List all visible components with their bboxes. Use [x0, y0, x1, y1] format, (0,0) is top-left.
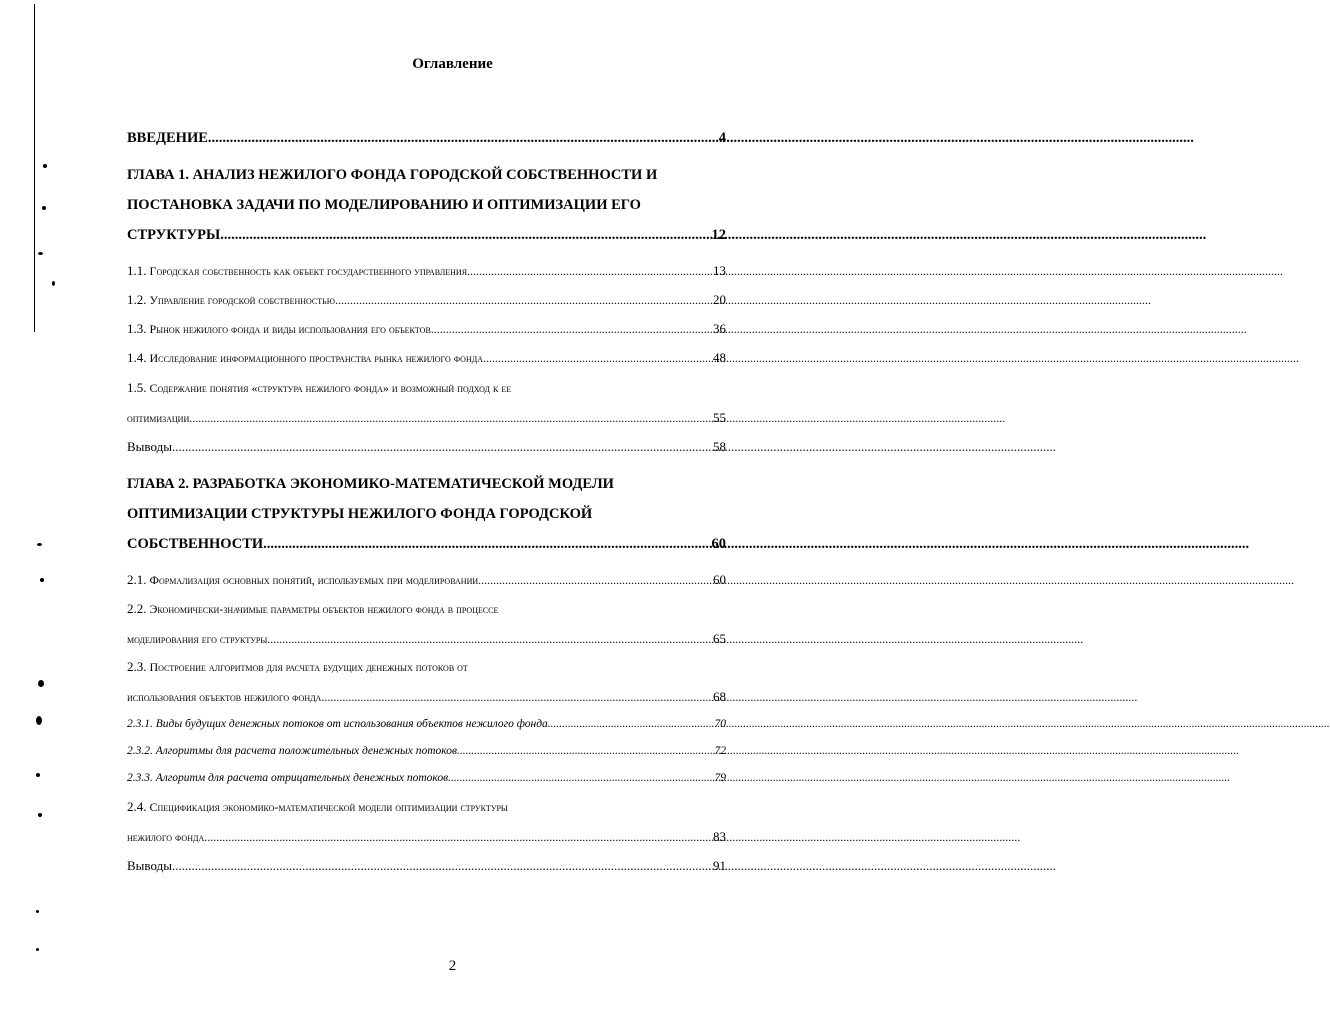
toc-page-number: 68 — [713, 689, 726, 704]
toc-entry-label: Управление городской собственностью — [149, 293, 335, 307]
leader-dots — [478, 573, 712, 588]
toc-entry-label: нежилого фонда — [127, 830, 205, 844]
toc-entry-chapter-1-conclusions[interactable] — [127, 439, 726, 459]
leader-dots — [189, 411, 712, 426]
scan-speck — [38, 680, 44, 687]
toc-entry-1-5-line-1[interactable] — [127, 380, 726, 396]
scan-speck — [37, 543, 42, 546]
leader-dots — [483, 351, 712, 366]
toc-entry-2-3[interactable] — [127, 689, 726, 709]
toc-section-number: 2.1. — [127, 572, 147, 587]
toc-entry-label: Формализация основных понятий, используемых при моделировании — [149, 573, 479, 587]
toc-entry-1-3[interactable] — [127, 321, 726, 341]
scan-speck — [40, 578, 44, 582]
toc-page-number: 70 — [714, 718, 726, 730]
toc-entry-label: ВВЕДЕНИЕ — [127, 130, 208, 146]
leader-dots — [335, 293, 712, 308]
toc-entry-label: использования объектов нежилого фонда — [127, 690, 322, 704]
toc-entry-1-1[interactable] — [127, 263, 726, 283]
toc-page-number: 65 — [713, 631, 726, 646]
toc-page-number: 83 — [713, 829, 726, 844]
toc-page-number: 13 — [713, 263, 726, 278]
toc-section-number: 1.3. — [127, 321, 147, 336]
toc-section-number: 1.5. — [127, 380, 147, 395]
toc-chapter-2-line-2[interactable]: ОПТИМИЗАЦИИ СТРУКТУРЫ НЕЖИЛОГО ФОНДА ГОРОДСКОЙ — [127, 506, 593, 522]
toc-entry-2-4[interactable] — [127, 829, 726, 849]
page-number: 2 — [448, 958, 457, 974]
toc-entry-label: Спецификация экономико-математической модели оптимизации структуры — [149, 800, 508, 814]
scan-speck — [36, 948, 39, 951]
leader-dots — [208, 130, 718, 147]
scan-speck — [43, 164, 47, 168]
leader-dots — [321, 690, 712, 705]
leader-dots — [220, 227, 710, 244]
toc-entry-label: Содержание понятия «структура нежилого фонда» и возможный подход к ее — [149, 381, 512, 395]
toc-entry-chapter-2[interactable] — [127, 536, 726, 556]
toc-entry-label: Исследование информационного пространства рынка нежилого фонда — [149, 351, 483, 365]
leader-dots — [267, 632, 712, 647]
page-title: Оглавление — [412, 56, 493, 72]
toc-entry-2-2-line-1[interactable] — [127, 601, 726, 617]
toc-entry-label: Городская собственность как объект государственного управления — [149, 264, 468, 278]
toc-entry-label: Выводы — [127, 858, 172, 873]
scan-speck — [36, 716, 42, 725]
toc-page-number: 20 — [713, 292, 726, 307]
toc-entry-label: Экономически-значимые параметры объектов нежилого фонда в процессе — [149, 602, 499, 616]
toc-page-number: 12 — [711, 227, 726, 243]
leader-dots — [172, 439, 712, 455]
toc-entry-chapter-2-conclusions[interactable] — [127, 858, 726, 878]
binding-margin-line — [34, 4, 35, 332]
toc-entry-label: СТРУКТУРЫ — [127, 227, 221, 243]
toc-entry-label: Рынок нежилого фонда и виды использования его объектов — [149, 322, 431, 336]
toc-entry-label: моделирования его структуры — [127, 632, 268, 646]
toc-entry-label: оптимизации — [127, 411, 190, 425]
toc-page-number: 58 — [713, 439, 726, 454]
toc-entry-label: 2.3.1. Виды будущих денежных потоков от использования объектов нежилого фонда — [127, 718, 548, 730]
toc-entry-2-3-line-1[interactable] — [127, 659, 726, 675]
toc-entry-2-3-1[interactable] — [127, 718, 726, 738]
toc-section-number: 2.3. — [127, 659, 147, 674]
toc-page-number: 91 — [713, 858, 726, 873]
toc-page-number: 72 — [714, 745, 726, 757]
toc-entry-1-4[interactable] — [127, 350, 726, 370]
leader-dots — [467, 264, 712, 279]
toc-section-number: 1.4. — [127, 350, 147, 365]
toc-entry-label: 2.3.3. Алгоритм для расчета отрицательных денежных потоков — [127, 772, 449, 784]
toc-entry-label: Построение алгоритмов для расчета будущих денежных потоков от — [149, 660, 468, 674]
leader-dots — [172, 858, 712, 874]
scan-speck — [52, 281, 55, 286]
toc-entry-label: СОБСТВЕННОСТИ — [127, 536, 264, 552]
toc-entry-label: Выводы — [127, 439, 172, 454]
leader-dots — [457, 745, 714, 757]
toc-entry-2-1[interactable] — [127, 572, 726, 592]
toc-entry-introduction[interactable] — [127, 130, 726, 150]
toc-entry-2-2[interactable] — [127, 631, 726, 651]
toc-page-number: 60 — [711, 536, 726, 552]
toc-section-number: 1.2. — [127, 292, 147, 307]
toc-page-number: 79 — [714, 772, 726, 784]
scan-speck — [42, 206, 46, 210]
toc-page-number: 48 — [713, 350, 726, 365]
toc-entry-chapter-1[interactable] — [127, 227, 726, 247]
toc-entry-1-5[interactable] — [127, 410, 726, 430]
toc-chapter-1-line-2[interactable]: ПОСТАНОВКА ЗАДАЧИ ПО МОДЕЛИРОВАНИЮ И ОПТИМИЗАЦИИ ЕГО — [127, 197, 641, 213]
scan-speck — [36, 773, 40, 777]
toc-section-number: 2.2. — [127, 601, 147, 616]
leader-dots — [448, 772, 713, 784]
leader-dots — [204, 830, 712, 845]
toc-page-number: 55 — [713, 410, 726, 425]
toc-chapter-2-line-1[interactable]: ГЛАВА 2. РАЗРАБОТКА ЭКОНОМИКО-МАТЕМАТИЧЕСКОЙ МОДЕЛИ — [127, 476, 614, 492]
toc-page-number: 36 — [713, 321, 726, 336]
toc-section-number: 2.4. — [127, 799, 147, 814]
toc-entry-2-3-3[interactable] — [127, 772, 726, 792]
toc-page-number: 4 — [718, 130, 726, 146]
leader-dots — [263, 536, 710, 553]
scan-speck — [36, 910, 39, 913]
toc-chapter-1-line-1[interactable]: ГЛАВА 1. АНАЛИЗ НЕЖИЛОГО ФОНДА ГОРОДСКОЙ СОБСТВЕННОСТИ И — [127, 167, 658, 183]
scan-speck — [38, 813, 42, 817]
scan-speck — [38, 252, 43, 255]
leader-dots — [548, 718, 714, 730]
toc-entry-2-3-2[interactable] — [127, 745, 726, 765]
toc-entry-2-4-line-1[interactable] — [127, 799, 726, 815]
toc-entry-1-2[interactable] — [127, 292, 726, 312]
leader-dots — [431, 322, 712, 337]
toc-page-number: 60 — [713, 572, 726, 587]
toc-entry-label: 2.3.2. Алгоритмы для расчета положительных денежных потоков — [127, 745, 457, 757]
toc-section-number: 1.1. — [127, 263, 147, 278]
